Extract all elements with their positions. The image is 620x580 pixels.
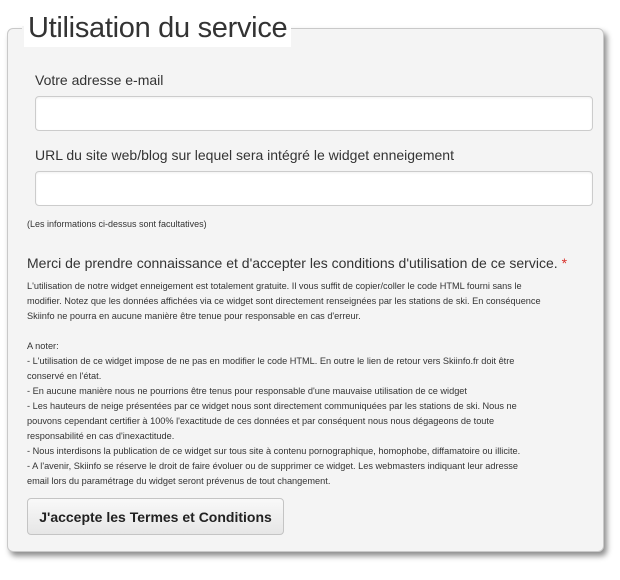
- accept-terms-button[interactable]: J'accepte les Termes et Conditions: [27, 498, 284, 535]
- url-label: URL du site web/blog sur lequel sera intégré le widget enneigement: [35, 147, 454, 163]
- note-line: - En aucune manière nous ne pourrions être tenus pour responsable d'une mauvaise utilisation de ce widget: [27, 386, 467, 396]
- optional-note: (Les informations ci-dessus sont facultatives): [27, 219, 207, 229]
- note-line: conservé en l'état.: [27, 371, 102, 381]
- note-line: email lors du paramétrage du widget seront prévenus de tout changement.: [27, 476, 331, 486]
- note-line: pouvons cependant certifier à 100% l'exactitude de ces données et par conséquent nous nous dégageons de toute: [27, 416, 495, 426]
- note-line: - Nous interdisons la publication de ce widget sur tous site à contenu pornographique, homophobe, diffamatoire ou illicite.: [27, 446, 521, 456]
- website-url-field[interactable]: [35, 171, 593, 206]
- terms-line: L'utilisation de notre widget enneigement est totalement gratuite. Il vous suffit de copier/coller le code HTML fourni sans le: [27, 281, 522, 291]
- email-field[interactable]: [35, 96, 593, 131]
- email-label: Votre adresse e-mail: [35, 72, 164, 88]
- note-line: - L'utilisation de ce widget impose de ne pas en modifier le code HTML. En outre le lien de retour vers Skiinfo.fr doit être: [27, 356, 515, 366]
- spacer: [27, 324, 592, 339]
- terms-body: [27, 279, 592, 489]
- note-line: responsabilité en cas d'inexactitude.: [27, 431, 175, 441]
- terms-heading: [27, 255, 567, 271]
- note-heading: A noter:: [27, 341, 59, 351]
- terms-heading-text: Merci de prendre connaissance et d'accepter les conditions d'utilisation de ce service.: [27, 255, 558, 271]
- terms-line: modifier. Notez que les données affichées via ce widget sont directement renseignées par les stations de ski. En conséquence: [27, 296, 541, 306]
- terms-line: Skiinfo ne pourra en aucune manière être tenue pour responsable en cas d'erreur.: [27, 311, 361, 321]
- note-line: - Les hauteurs de neige présentées par ce widget nous sont directement communiquées par les stations de ski. Nous ne: [27, 401, 517, 411]
- page-title: Utilisation du service: [24, 9, 291, 47]
- required-asterisk: *: [561, 255, 568, 271]
- note-line: - A l'avenir, Skiinfo se réserve le droit de faire évoluer ou de supprimer ce widget. Les webmasters indiquant leur adresse: [27, 461, 518, 471]
